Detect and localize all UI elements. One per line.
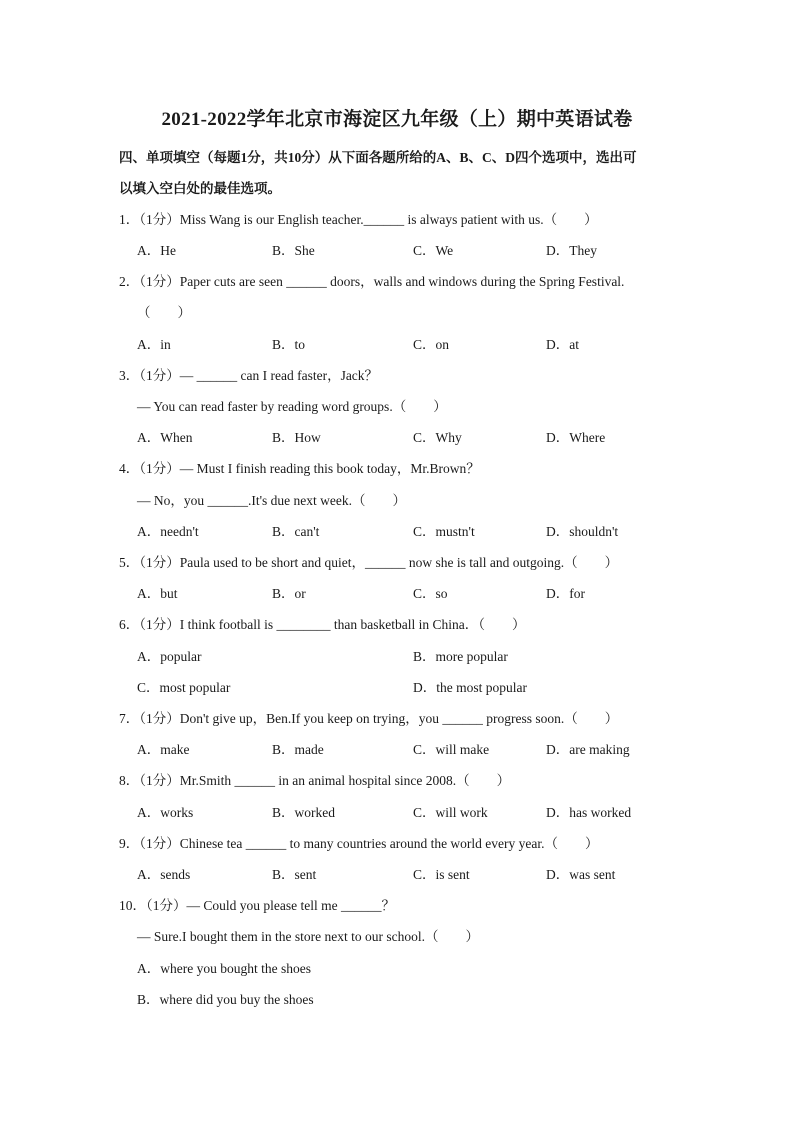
question-6-option-a: A．popular: [137, 649, 202, 664]
question-4-option-d: D．shouldn't: [546, 524, 619, 539]
question-9-option-d: D．was sent: [546, 867, 616, 882]
question-1-stem: 1．（1分）Miss Wang is our English teacher.______ is always patient with us.（ ）: [119, 212, 598, 227]
question-4-stem: 4．（1分）— Must I finish reading this book today，Mr.Brown？: [119, 461, 480, 476]
question-3-option-d: D．Where: [546, 430, 606, 445]
question-9-stem: 9．（1分）Chinese tea ______ to many countries around the world every year.（ ）: [119, 836, 599, 851]
question-4-option-a: A．needn't: [137, 524, 199, 539]
question-10-stem-continued: — Sure.I bought them in the store next to our school.（ ）: [137, 929, 479, 944]
question-6-option-d: D．the most popular: [413, 680, 527, 695]
question-5-option-a: A．but: [137, 586, 178, 601]
question-4-stem-continued: — No，you ______.It's due next week.（ ）: [137, 493, 407, 508]
question-10-option-a: A．where you bought the shoes: [137, 961, 311, 976]
question-3-option-a: A．When: [137, 430, 193, 445]
question-6-option-c: C．most popular: [137, 680, 231, 695]
question-2-stem: 2．（1分）Paper cuts are seen ______ doors，walls and windows during the Spring Festival.: [119, 274, 625, 289]
question-8-option-c: C．will work: [413, 805, 488, 820]
question-8-option-b: B．worked: [272, 805, 335, 820]
section-instruction-line-2: 以填入空白处的最佳选项。: [119, 181, 281, 196]
question-7-stem: 7．（1分）Don't give up，Ben.If you keep on trying，you ______ progress soon.（ ）: [119, 711, 619, 726]
question-2-option-c: C．on: [413, 337, 450, 352]
question-2-option-b: B．to: [272, 337, 306, 352]
question-3-stem: 3．（1分）— ______ can I read faster，Jack？: [119, 368, 379, 383]
question-6-option-b: B．more popular: [413, 649, 508, 664]
question-1-option-b: B．She: [272, 243, 315, 258]
question-5-option-c: C．so: [413, 586, 448, 601]
question-6-stem: 6．（1分）I think football is ________ than basketball in China．（ ）: [119, 617, 526, 632]
question-9-option-c: C．is sent: [413, 867, 470, 882]
question-7-option-c: C．will make: [413, 742, 490, 757]
exam-title: 2021-2022学年北京市海淀区九年级（上）期中英语试卷: [161, 109, 633, 130]
question-1-option-a: A．He: [137, 243, 176, 258]
question-5-option-d: D．for: [546, 586, 585, 601]
question-7-option-a: A．make: [137, 742, 190, 757]
question-2-option-d: D．at: [546, 337, 579, 352]
question-10-stem: 10．（1分）— Could you please tell me ______？: [119, 898, 395, 913]
question-5-option-b: B．or: [272, 586, 306, 601]
question-3-option-b: B．How: [272, 430, 321, 445]
section-instruction-line-1: 四、单项填空（每题1分，共10分）从下面各题所给的A、B、C、D四个选项中，选出可: [119, 150, 637, 165]
question-3-option-c: C．Why: [413, 430, 462, 445]
question-10-option-b: B．where did you buy the shoes: [137, 992, 314, 1007]
question-2-stem-continued: （ ）: [137, 305, 191, 320]
question-9-option-a: A．sends: [137, 867, 191, 882]
question-1-option-d: D．They: [546, 243, 597, 258]
question-7-option-d: D．are making: [546, 742, 630, 757]
question-7-option-b: B．made: [272, 742, 324, 757]
question-4-option-c: C．mustn't: [413, 524, 475, 539]
question-8-option-d: D．has worked: [546, 805, 632, 820]
question-2-option-a: A．in: [137, 337, 171, 352]
question-4-option-b: B．can't: [272, 524, 320, 539]
question-3-stem-continued: — You can read faster by reading word groups.（ ）: [137, 399, 447, 414]
question-9-option-b: B．sent: [272, 867, 317, 882]
question-5-stem: 5．（1分）Paula used to be short and quiet，______ now she is tall and outgoing.（ ）: [119, 555, 619, 570]
question-8-option-a: A．works: [137, 805, 194, 820]
question-1-option-c: C．We: [413, 243, 454, 258]
question-8-stem: 8．（1分）Mr.Smith ______ in an animal hospital since 2008.（ ）: [119, 773, 511, 788]
